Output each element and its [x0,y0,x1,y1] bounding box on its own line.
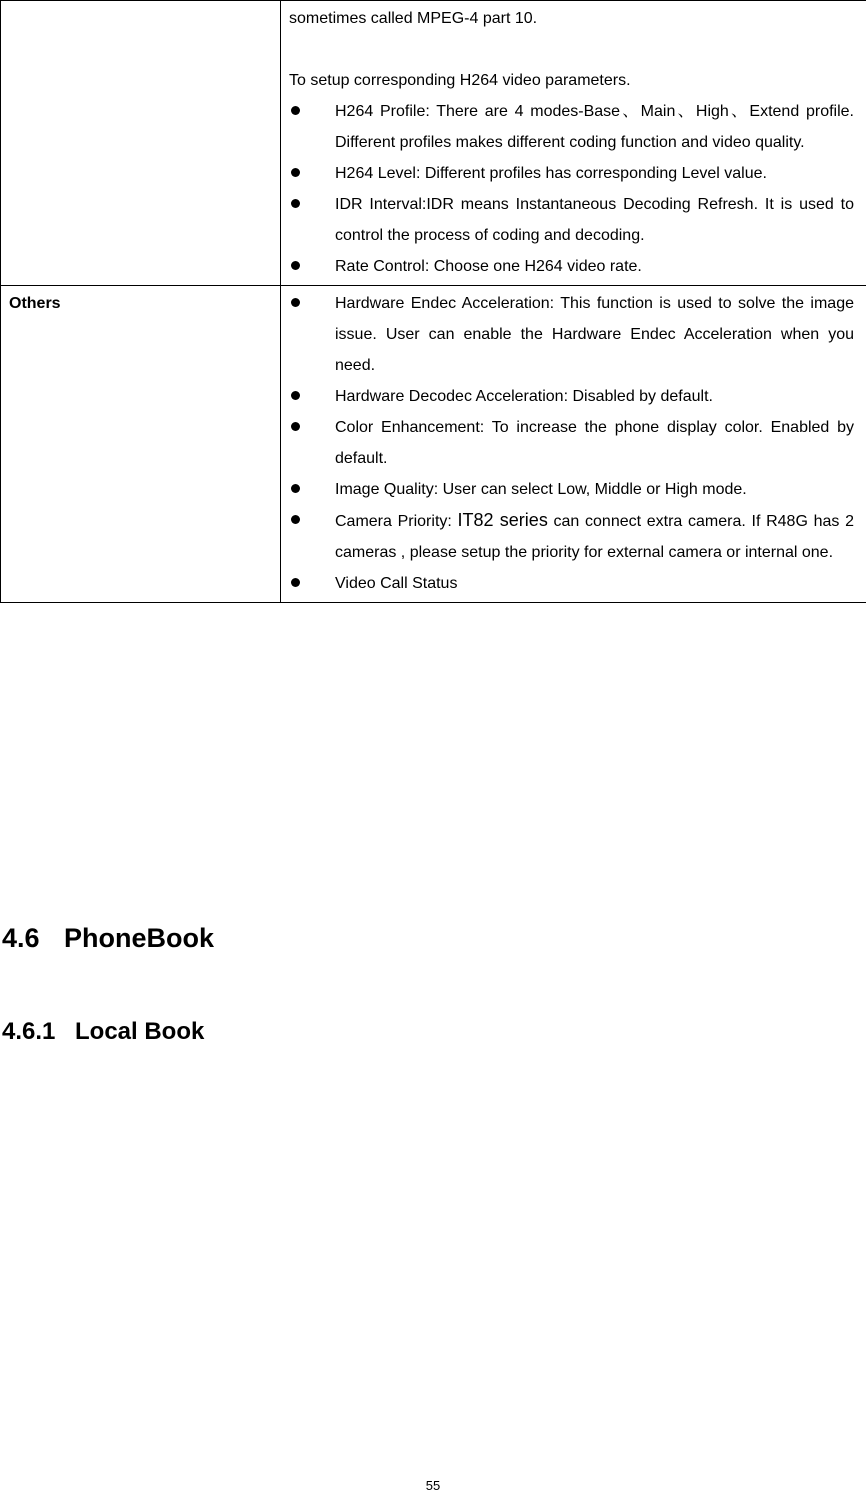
section-title: PhoneBook [64,923,215,953]
row-label-others: Others [1,286,281,603]
list-item: H264 Profile: There are 4 modes-Base、Main、High、Extend profile. Different profiles makes different coding function and video quality. [289,96,854,158]
bullet-dot-icon [291,168,300,177]
list-item: IDR Interval:IDR means Instantaneous Decoding Refresh. It is used to control the process of coding and decoding. [289,189,854,251]
list-item: Image Quality: User can select Low, Middle or High mode. [289,474,854,505]
list-item: Hardware Decodec Acceleration: Disabled by default. [289,381,854,412]
bullet-dot-icon [291,298,300,307]
table-row [1,1,866,286]
bullet-dot-icon [291,391,300,400]
setup-line: To setup corresponding H264 video parameters. [289,72,631,89]
list-item: Color Enhancement: To increase the phone display color. Enabled by default. [289,412,854,474]
bullet-dot-icon [291,484,300,493]
table-row [1,286,866,603]
list-item: H264 Level: Different profiles has corresponding Level value. [289,158,854,189]
list-item: Video Call Status [289,568,854,599]
bullet-dot-icon [291,422,300,431]
others-bullet-list [289,288,854,599]
bullet-dot-icon [291,578,300,587]
subsection-heading [2,1014,204,1050]
list-item: Camera Priority: IT82 series can connect extra camera. If R48G has 2 cameras , please setup the priority for external camera or internal one. [289,505,854,568]
bullet-dot-icon [291,515,300,524]
section-heading [2,918,214,958]
bullet-dot-icon [291,106,300,115]
page-number: 55 [425,1478,441,1493]
row-description-cell [281,1,866,286]
subsection-number: 4.6.1 [2,1018,56,1045]
row-label-cell-empty [1,1,281,286]
intro-line: sometimes called MPEG-4 part 10. [289,10,538,27]
spec-table [0,0,866,603]
list-item: Hardware Endec Acceleration: This function is used to solve the image issue. User can enable the Hardware Endec Acceleration when you need. [289,288,854,381]
subsection-title: Local Book [75,1018,205,1045]
h264-bullet-list [289,96,854,282]
series-name: IT82 series [457,510,548,530]
section-number: 4.6 [2,923,40,953]
list-item: Rate Control: Choose one H264 video rate. [289,251,854,282]
bullet-dot-icon [291,261,300,270]
row-description-cell [281,286,866,603]
bullet-dot-icon [291,199,300,208]
